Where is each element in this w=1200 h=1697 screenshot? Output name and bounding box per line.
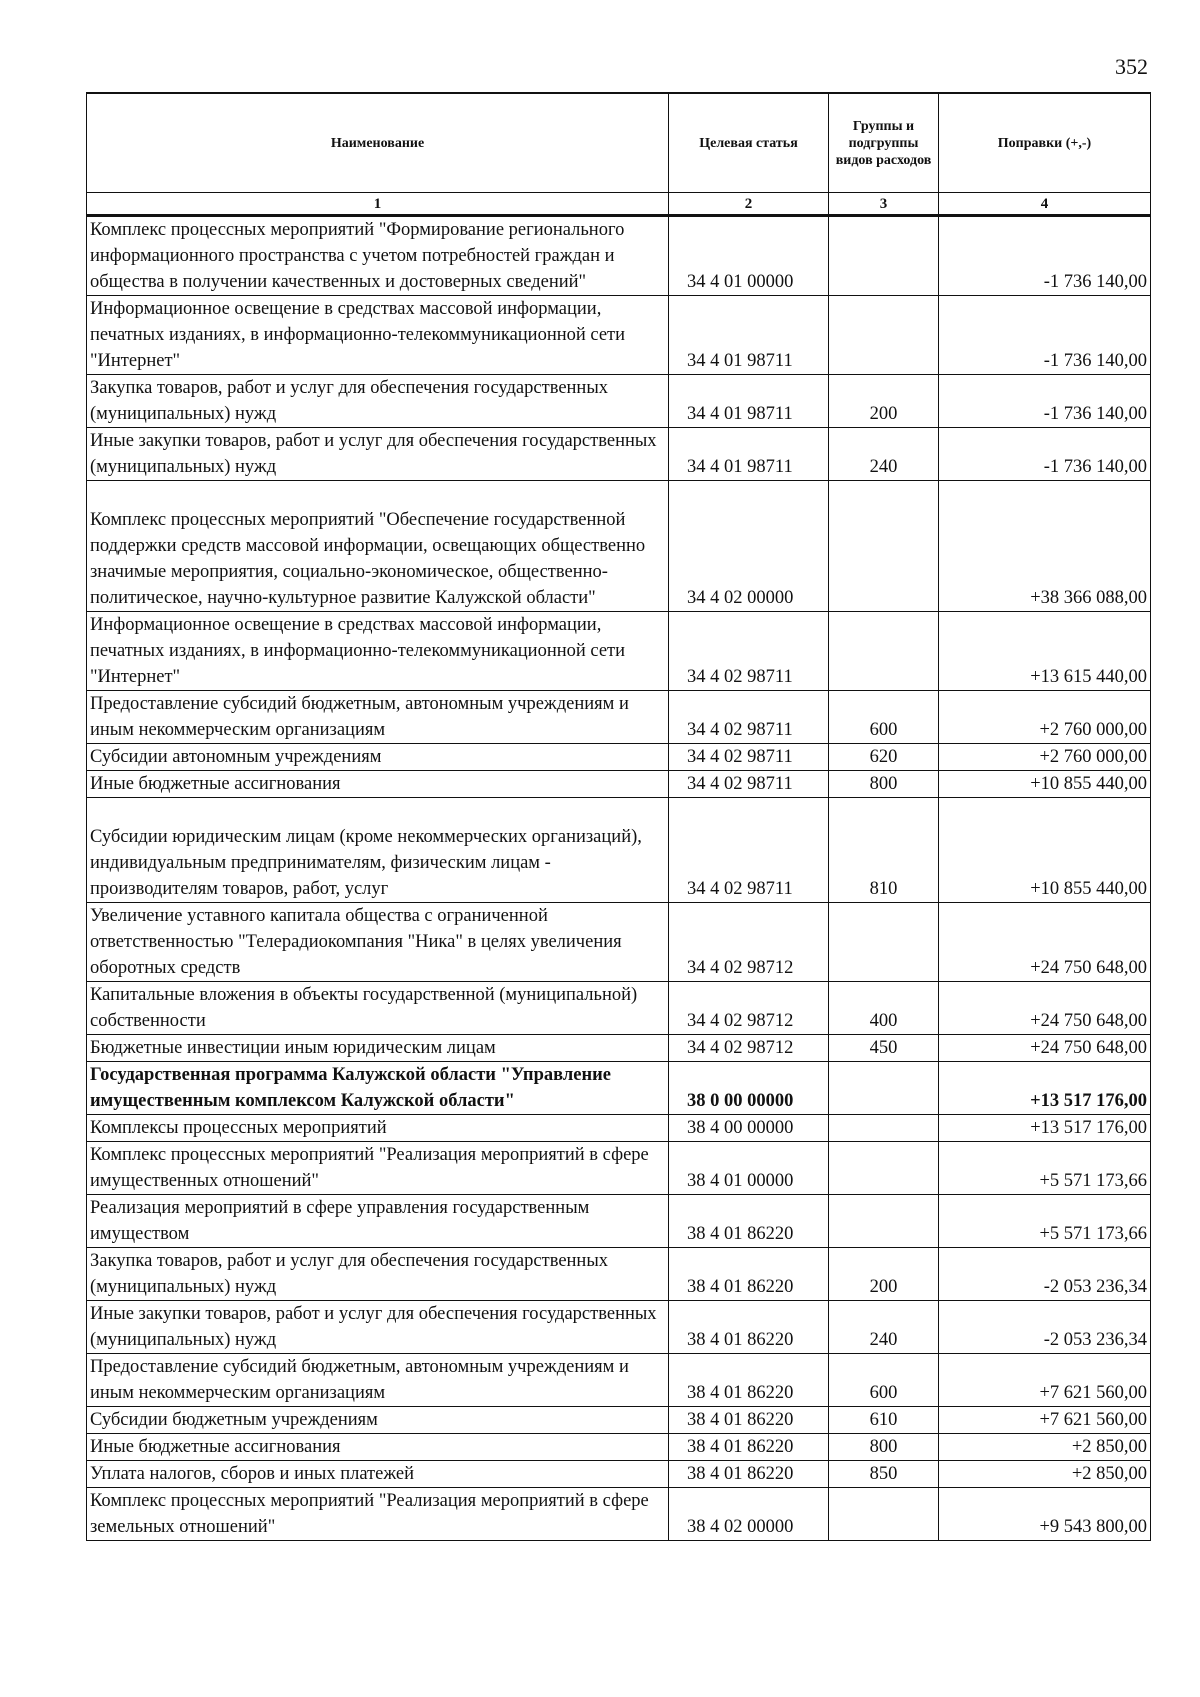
row-target-code: 34 4 02 98711 xyxy=(669,771,829,798)
row-expense-group xyxy=(829,612,939,691)
table-row xyxy=(87,375,1151,428)
table-row xyxy=(87,428,1151,481)
row-amendment: +2 850,00 xyxy=(939,1461,1151,1488)
row-amendment: -1 736 140,00 xyxy=(939,216,1151,296)
row-name: Увеличение уставного капитала общества с ограниченной ответственностью "Телерадиокомпания "Ника" в целях увеличения оборотных средств xyxy=(87,903,669,982)
row-name: Комплекс процессных мероприятий "Реализация мероприятий в сфере имущественных отношений" xyxy=(87,1142,669,1195)
row-target-code: 38 4 02 00000 xyxy=(669,1488,829,1541)
row-name: Информационное освещение в средствах массовой информации, печатных изданиях, в информационно-телекоммуникационной сети "Интернет" xyxy=(87,612,669,691)
row-target-code: 34 4 01 98711 xyxy=(669,428,829,481)
row-expense-group: 850 xyxy=(829,1461,939,1488)
row-name: Иные закупки товаров, работ и услуг для обеспечения государственных (муниципальных) нужд xyxy=(87,1301,669,1354)
header-amendments: Поправки (+,-) xyxy=(939,93,1151,193)
row-expense-group: 610 xyxy=(829,1407,939,1434)
row-target-code: 38 4 01 86220 xyxy=(669,1461,829,1488)
row-name: Капитальные вложения в объекты государственной (муниципальной) собственности xyxy=(87,982,669,1035)
row-target-code: 34 4 01 98711 xyxy=(669,375,829,428)
row-name: Информационное освещение в средствах массовой информации, печатных изданиях, в информационно-телекоммуникационной сети "Интернет" xyxy=(87,296,669,375)
row-target-code: 38 4 01 86220 xyxy=(669,1195,829,1248)
row-target-code: 34 4 02 00000 xyxy=(669,481,829,612)
row-target-code: 34 4 01 98711 xyxy=(669,296,829,375)
row-target-code: 34 4 02 98712 xyxy=(669,982,829,1035)
column-number-row xyxy=(87,193,1151,216)
column-number: 2 xyxy=(669,193,829,216)
header-groups: Группы и подгруппы видов расходов xyxy=(829,93,939,193)
row-amendment: +2 760 000,00 xyxy=(939,744,1151,771)
row-expense-group: 600 xyxy=(829,691,939,744)
row-name: Государственная программа Калужской области "Управление имущественным комплексом Калужской области" xyxy=(87,1062,669,1115)
row-expense-group xyxy=(829,216,939,296)
header-target: Целевая статья xyxy=(669,93,829,193)
row-expense-group xyxy=(829,1142,939,1195)
row-name: Уплата налогов, сборов и иных платежей xyxy=(87,1461,669,1488)
row-amendment: +24 750 648,00 xyxy=(939,982,1151,1035)
table-row xyxy=(87,1142,1151,1195)
row-amendment: +9 543 800,00 xyxy=(939,1488,1151,1541)
table-row xyxy=(87,1301,1151,1354)
table-row xyxy=(87,481,1151,612)
row-name: Иные закупки товаров, работ и услуг для обеспечения государственных (муниципальных) нужд xyxy=(87,428,669,481)
table-row xyxy=(87,1248,1151,1301)
row-expense-group: 620 xyxy=(829,744,939,771)
row-amendment: -2 053 236,34 xyxy=(939,1301,1151,1354)
table-row xyxy=(87,744,1151,771)
table-row xyxy=(87,612,1151,691)
row-amendment: +7 621 560,00 xyxy=(939,1407,1151,1434)
column-number: 1 xyxy=(87,193,669,216)
row-target-code: 34 4 02 98711 xyxy=(669,744,829,771)
row-amendment: +5 571 173,66 xyxy=(939,1142,1151,1195)
column-number: 4 xyxy=(939,193,1151,216)
row-name: Субсидии бюджетным учреждениям xyxy=(87,1407,669,1434)
row-expense-group: 200 xyxy=(829,375,939,428)
row-name: Бюджетные инвестиции иным юридическим лицам xyxy=(87,1035,669,1062)
row-target-code: 38 4 01 86220 xyxy=(669,1354,829,1407)
row-amendment: -1 736 140,00 xyxy=(939,375,1151,428)
appropriations-table xyxy=(86,92,1151,1541)
row-name: Субсидии юридическим лицам (кроме некоммерческих организаций), индивидуальным предпринимателям, физическим лицам - производителям товаров, работ, услуг xyxy=(87,798,669,903)
table-row xyxy=(87,903,1151,982)
table-row xyxy=(87,1407,1151,1434)
row-name: Реализация мероприятий в сфере управления государственным имуществом xyxy=(87,1195,669,1248)
table-header-row xyxy=(87,93,1151,193)
row-expense-group: 240 xyxy=(829,428,939,481)
row-expense-group: 600 xyxy=(829,1354,939,1407)
row-amendment: +2 760 000,00 xyxy=(939,691,1151,744)
row-expense-group xyxy=(829,1115,939,1142)
row-expense-group xyxy=(829,1488,939,1541)
row-expense-group: 400 xyxy=(829,982,939,1035)
row-name: Комплекс процессных мероприятий "Реализация мероприятий в сфере земельных отношений" xyxy=(87,1488,669,1541)
row-amendment: +24 750 648,00 xyxy=(939,1035,1151,1062)
row-expense-group xyxy=(829,481,939,612)
row-amendment: +24 750 648,00 xyxy=(939,903,1151,982)
table-row xyxy=(87,1195,1151,1248)
row-expense-group: 200 xyxy=(829,1248,939,1301)
row-amendment: -2 053 236,34 xyxy=(939,1248,1151,1301)
row-expense-group xyxy=(829,1062,939,1115)
table-row xyxy=(87,1062,1151,1115)
row-name: Иные бюджетные ассигнования xyxy=(87,1434,669,1461)
row-target-code: 38 4 01 86220 xyxy=(669,1301,829,1354)
row-target-code: 34 4 01 00000 xyxy=(669,216,829,296)
row-amendment: -1 736 140,00 xyxy=(939,428,1151,481)
row-amendment: +5 571 173,66 xyxy=(939,1195,1151,1248)
row-expense-group xyxy=(829,903,939,982)
row-expense-group xyxy=(829,1195,939,1248)
row-target-code: 38 4 01 86220 xyxy=(669,1248,829,1301)
row-name: Субсидии автономным учреждениям xyxy=(87,744,669,771)
row-target-code: 38 0 00 00000 xyxy=(669,1062,829,1115)
row-target-code: 38 4 01 86220 xyxy=(669,1407,829,1434)
table-row xyxy=(87,691,1151,744)
row-name: Закупка товаров, работ и услуг для обеспечения государственных (муниципальных) нужд xyxy=(87,375,669,428)
table-row xyxy=(87,982,1151,1035)
table-row xyxy=(87,771,1151,798)
row-expense-group: 810 xyxy=(829,798,939,903)
row-expense-group: 800 xyxy=(829,1434,939,1461)
row-target-code: 38 4 00 00000 xyxy=(669,1115,829,1142)
row-expense-group: 800 xyxy=(829,771,939,798)
row-name: Комплексы процессных мероприятий xyxy=(87,1115,669,1142)
table-row xyxy=(87,1488,1151,1541)
row-expense-group: 240 xyxy=(829,1301,939,1354)
row-amendment: +13 517 176,00 xyxy=(939,1115,1151,1142)
row-expense-group: 450 xyxy=(829,1035,939,1062)
table-row xyxy=(87,216,1151,296)
row-amendment: +2 850,00 xyxy=(939,1434,1151,1461)
row-amendment: -1 736 140,00 xyxy=(939,296,1151,375)
row-amendment: +10 855 440,00 xyxy=(939,771,1151,798)
table-row xyxy=(87,1035,1151,1062)
row-name: Иные бюджетные ассигнования xyxy=(87,771,669,798)
row-name: Предоставление субсидий бюджетным, автономным учреждениям и иным некоммерческим организациям xyxy=(87,1354,669,1407)
row-target-code: 38 4 01 00000 xyxy=(669,1142,829,1195)
row-target-code: 34 4 02 98711 xyxy=(669,798,829,903)
table-row xyxy=(87,1434,1151,1461)
row-amendment: +10 855 440,00 xyxy=(939,798,1151,903)
row-amendment: +7 621 560,00 xyxy=(939,1354,1151,1407)
row-name: Предоставление субсидий бюджетным, автономным учреждениям и иным некоммерческим организациям xyxy=(87,691,669,744)
header-name: Наименование xyxy=(87,93,669,193)
row-target-code: 34 4 02 98712 xyxy=(669,1035,829,1062)
table-row xyxy=(87,1115,1151,1142)
row-target-code: 38 4 01 86220 xyxy=(669,1434,829,1461)
table-row xyxy=(87,798,1151,903)
row-amendment: +13 615 440,00 xyxy=(939,612,1151,691)
row-name: Комплекс процессных мероприятий "Обеспечение государственной поддержки средств массовой информации, освещающих общественно значимые мероприятия, социально-экономическое, общественно-политическое, научно-культурное развитие Калужской области" xyxy=(87,481,669,612)
row-target-code: 34 4 02 98711 xyxy=(669,612,829,691)
page-number: 352 xyxy=(1115,54,1148,79)
table-row xyxy=(87,1461,1151,1488)
row-amendment: +38 366 088,00 xyxy=(939,481,1151,612)
row-target-code: 34 4 02 98712 xyxy=(669,903,829,982)
table-row xyxy=(87,296,1151,375)
row-name: Закупка товаров, работ и услуг для обеспечения государственных (муниципальных) нужд xyxy=(87,1248,669,1301)
row-name: Комплекс процессных мероприятий "Формирование регионального информационного пространства с учетом потребностей граждан и общества в получении качественных и достоверных сведений" xyxy=(87,216,669,296)
row-expense-group xyxy=(829,296,939,375)
row-target-code: 34 4 02 98711 xyxy=(669,691,829,744)
table-row xyxy=(87,1354,1151,1407)
row-amendment: +13 517 176,00 xyxy=(939,1062,1151,1115)
column-number: 3 xyxy=(829,193,939,216)
